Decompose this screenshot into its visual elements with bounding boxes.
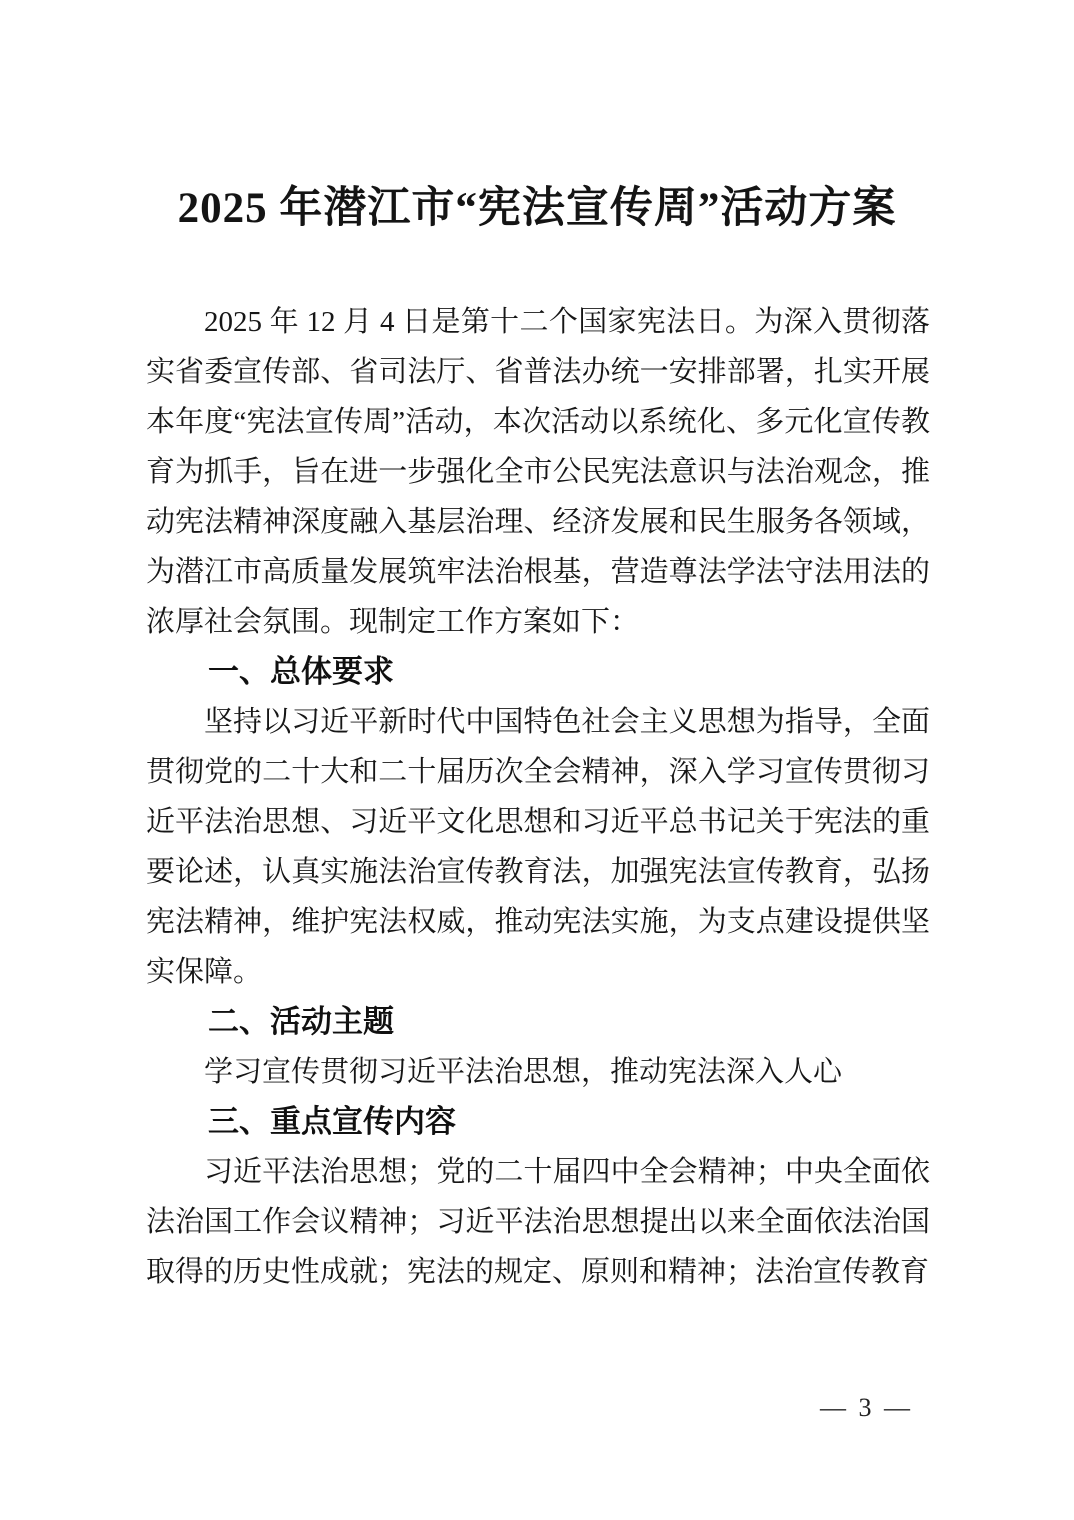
section-paragraph-activity-theme: 学习宣传贯彻习近平法治思想，推动宪法深入人心	[204, 1056, 843, 1088]
section-heading-activity-theme: 二、活动主题	[208, 1004, 394, 1039]
section-heading-key-publicity-content: 三、重点宣传内容	[208, 1104, 456, 1139]
page-number: — 3 —	[820, 1393, 910, 1422]
intro-paragraph: 2025 年 12 月 4 日是第十二个国家宪法日。为深入贯彻落实省委宣传部、省司法厅、省普法办统一安排部署，扎实开展本年度“宪法宣传周”活动，本次活动以系统化、多元化宣传教育为抓手，旨在进一步强化全市公民宪法意识与法治观念，推动宪法精神深度融入基层治理、经济发展和民生服务各领域，为潜江市高质量发展筑牢法治根基，营造尊法学法守法用法的浓厚社会氛围。现制定工作方案如下：	[146, 306, 930, 638]
section-paragraph-overall-requirements: 坚持以习近平新时代中国特色社会主义思想为指导，全面贯彻党的二十大和二十届历次全会精神，深入学习宣传贯彻习近平法治思想、习近平文化思想和习近平总书记关于宪法的重要论述，认真实施法治宣传教育法，加强宪法宣传教育，弘扬宪法精神，维护宪法权威，推动宪法实施，为支点建设提供坚实保障。	[146, 706, 930, 988]
document-body	[146, 297, 930, 1297]
document-title: 2025 年潜江市“宪法宣传周”活动方案	[177, 185, 897, 232]
section-heading-overall-requirements: 一、总体要求	[208, 654, 394, 689]
section-paragraph-key-publicity-content: 习近平法治思想；党的二十届四中全会精神；中央全面依法治国工作会议精神；习近平法治思想提出以来全面依法治国取得的历史性成就；宪法的规定、原则和精神；法治宣传教育	[146, 1156, 930, 1288]
